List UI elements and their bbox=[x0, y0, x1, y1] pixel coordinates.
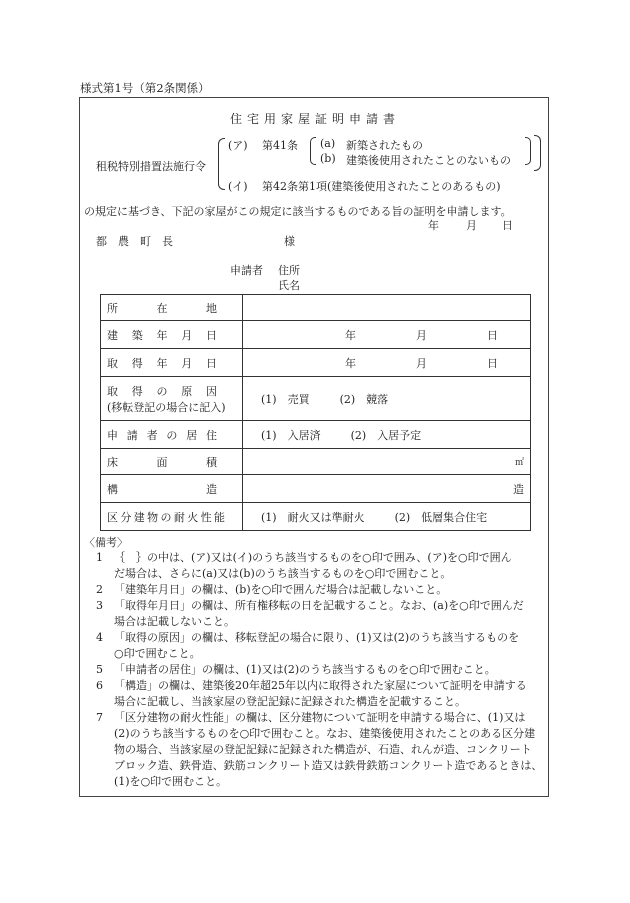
option-i-text: 第42条第1項(建築後使用されたことのあるもの) bbox=[262, 180, 501, 193]
sub-b-mark: (b) bbox=[320, 152, 336, 165]
sub-left-brace bbox=[310, 137, 316, 165]
note-line: 場合に記載し、当該家屋の登記記録に記録された構造を記載すること。 bbox=[114, 695, 466, 708]
option-a-mark: (ア) bbox=[228, 139, 248, 152]
note-line: ○印で囲むこと。 bbox=[114, 647, 201, 660]
fire-option-resistant[interactable]: (1) 耐火又は準耐火 bbox=[261, 510, 365, 524]
table-row bbox=[101, 295, 531, 321]
structure-cell[interactable] bbox=[243, 475, 531, 503]
applicant-name-label: 氏名 bbox=[278, 279, 300, 292]
sub-a-mark: (a) bbox=[320, 137, 336, 150]
note-text bbox=[114, 678, 527, 710]
row-label bbox=[101, 321, 243, 349]
note-item bbox=[96, 710, 542, 790]
table-row bbox=[101, 349, 531, 377]
note-text bbox=[114, 710, 542, 790]
note-item bbox=[96, 598, 542, 630]
fire-resistance-cell[interactable] bbox=[243, 503, 531, 531]
acquire-date-cell[interactable] bbox=[243, 349, 531, 377]
note-number: 2 bbox=[96, 583, 103, 596]
law-label: 租税特別措置法施行令 bbox=[96, 160, 206, 173]
structure-unit: 造 bbox=[513, 482, 524, 496]
notes-title: 〈備考〉 bbox=[84, 536, 128, 549]
notes-list bbox=[96, 550, 542, 790]
note-line: 「建築年月日」の欄は、(b)を○印で囲んだ場合は記載しないこと。 bbox=[114, 583, 448, 596]
note-line: 「取得年月日」の欄は、所有権移転の日を記載すること。なお、(a)を○印で囲んだ bbox=[114, 599, 524, 612]
date-year: 年 bbox=[428, 219, 439, 232]
form-number-label: 様式第1号（第2条関係） bbox=[80, 81, 210, 95]
note-text bbox=[114, 550, 512, 582]
label-build-date: 建 築 年 月 日 bbox=[107, 328, 217, 342]
note-number: 6 bbox=[96, 679, 103, 692]
residence-option-planned[interactable]: (2) 入居予定 bbox=[350, 428, 422, 442]
option-i-mark: (イ) bbox=[228, 180, 248, 193]
form-title: 住宅用家屋証明申請書 bbox=[229, 112, 400, 126]
acquire-month: 月 bbox=[416, 356, 427, 370]
sub-b-text: 建築後使用されたことのないもの bbox=[346, 154, 511, 167]
note-item bbox=[96, 630, 542, 662]
label-structure: 構 造 bbox=[107, 482, 217, 496]
note-line: だ場合は、さらに(a)又は(b)のうち該当するものを○印で囲むこと。 bbox=[114, 567, 452, 580]
label-residence: 申 請 者 の 居 住 bbox=[107, 428, 217, 442]
note-number: 3 bbox=[96, 599, 103, 612]
table-row bbox=[101, 321, 531, 349]
row-label bbox=[101, 377, 243, 421]
label-acquire-cause: 取 得 の 原 因 bbox=[107, 384, 217, 398]
cause-option-auction[interactable]: (2) 競落 bbox=[339, 392, 389, 406]
note-text bbox=[114, 582, 447, 598]
note-number: 5 bbox=[96, 663, 103, 676]
date-day: 日 bbox=[502, 219, 513, 232]
note-line: 場合は記載しないこと。 bbox=[114, 615, 235, 628]
build-day: 日 bbox=[487, 328, 498, 342]
note-number: 4 bbox=[96, 631, 103, 644]
build-year: 年 bbox=[345, 328, 356, 342]
note-item bbox=[96, 662, 542, 678]
note-line: (1)を○印で囲むこと。 bbox=[114, 775, 228, 788]
note-line: ブロック造、鉄骨造、鉄筋コンクリート造又は鉄骨鉄筋コンクリート造であるときは、 bbox=[114, 759, 543, 772]
note-line: ｛ ｝の中は、(ア)又は(イ)のうち該当するものを○印で囲み、(ア)を○印で囲ん bbox=[114, 551, 512, 564]
acquire-cause-cell[interactable] bbox=[243, 377, 531, 421]
left-brace bbox=[218, 138, 225, 190]
cause-option-sale[interactable]: (1) 売買 bbox=[261, 392, 310, 406]
sub-right-brace bbox=[525, 137, 531, 165]
label-floor-area: 床 面 積 bbox=[107, 455, 217, 469]
label-location: 所 在 地 bbox=[107, 301, 217, 315]
table-row bbox=[101, 449, 531, 475]
residence-option-moved-in[interactable]: (1) 入居済 bbox=[261, 428, 321, 442]
applicant-label: 申請者 bbox=[230, 264, 263, 277]
table-row bbox=[101, 503, 531, 531]
table-row bbox=[101, 475, 531, 503]
table-row bbox=[101, 421, 531, 449]
row-label bbox=[101, 449, 243, 475]
date-month: 月 bbox=[466, 219, 477, 232]
residence-cell[interactable] bbox=[243, 421, 531, 449]
honorific: 様 bbox=[284, 235, 295, 248]
note-item bbox=[96, 678, 542, 710]
note-item bbox=[96, 550, 542, 582]
row-label bbox=[101, 503, 243, 531]
row-label bbox=[101, 421, 243, 449]
note-number: 7 bbox=[96, 711, 103, 724]
row-label bbox=[101, 295, 243, 321]
floor-area-cell[interactable] bbox=[243, 449, 531, 475]
note-text bbox=[114, 630, 519, 662]
row-label bbox=[101, 349, 243, 377]
floor-area-unit: ㎡ bbox=[514, 458, 524, 468]
option-a-article: 第41条 bbox=[262, 139, 298, 152]
sub-a-text: 新築されたもの bbox=[346, 139, 423, 152]
acquire-day: 日 bbox=[487, 356, 498, 370]
right-brace bbox=[534, 135, 541, 171]
note-line: (2)のうち該当するものを○印で囲むこと。なお、建築後使用されたことのある区分建 bbox=[114, 727, 536, 740]
label-acquire-cause-note: (移転登記の場合に記入) bbox=[107, 400, 226, 414]
note-item bbox=[96, 582, 542, 598]
addressee: 都 農 町 長 bbox=[96, 235, 173, 248]
note-line: 「区分建物の耐火性能」の欄は、区分建物について証明を申請する場合に、(1)又は bbox=[114, 711, 526, 724]
note-number: 1 bbox=[96, 551, 103, 564]
location-value-cell[interactable] bbox=[243, 295, 531, 321]
build-month: 月 bbox=[416, 328, 427, 342]
label-fire-resistance: 区 分 建 物 の 耐 火 性 能 bbox=[107, 510, 225, 524]
acquire-year: 年 bbox=[345, 356, 356, 370]
note-text bbox=[114, 598, 524, 630]
applicant-address-label: 住所 bbox=[278, 264, 300, 277]
declaration-text: の規定に基づき、下記の家屋がこの規定に該当するものである旨の証明を申請します。 bbox=[84, 205, 512, 218]
fire-option-low-rise[interactable]: (2) 低層集合住宅 bbox=[394, 510, 488, 524]
build-date-cell[interactable] bbox=[243, 321, 531, 349]
table-row bbox=[101, 377, 531, 421]
details-table bbox=[100, 294, 531, 531]
note-line: 物の場合、当該家屋の登記記録に記録された構造が、石造、れんが造、コンクリート bbox=[114, 743, 532, 756]
note-text bbox=[114, 662, 496, 678]
row-label bbox=[101, 475, 243, 503]
label-acquire-date: 取 得 年 月 日 bbox=[107, 356, 217, 370]
note-line: 「構造」の欄は、建築後20年超25年以内に取得された家屋について証明を申請する bbox=[114, 679, 527, 692]
note-line: 「申請者の居住」の欄は、(1)又は(2)のうち該当するものを○印で囲むこと。 bbox=[114, 663, 496, 676]
note-line: 「取得の原因」の欄は、移転登記の場合に限り、(1)又は(2)のうち該当するものを bbox=[114, 631, 520, 644]
